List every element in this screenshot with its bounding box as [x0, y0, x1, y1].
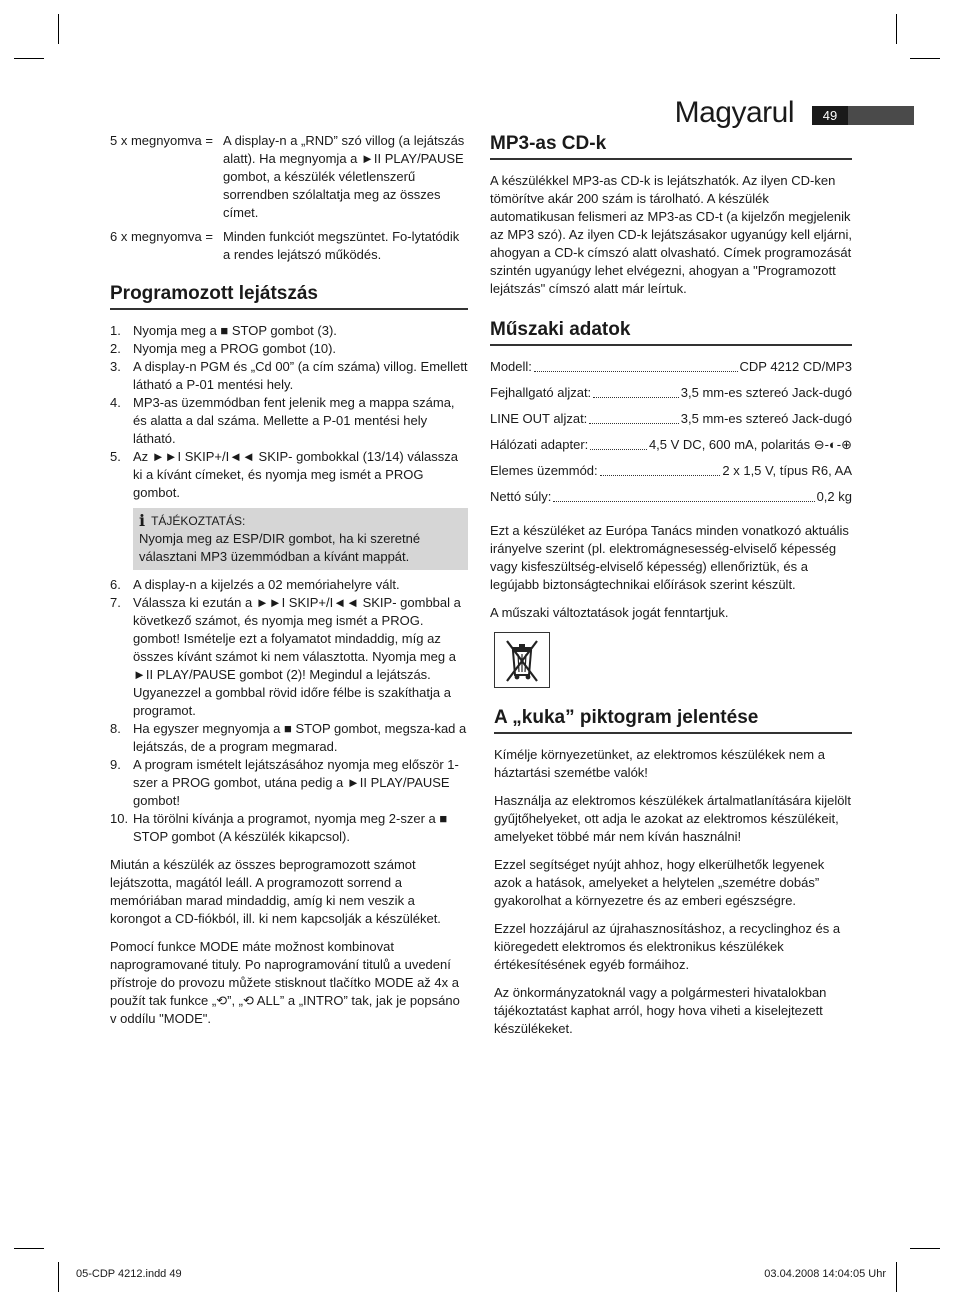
- step-number: 6.: [110, 577, 121, 592]
- paragraph: Ezzel hozzájárul az újrahasznosításhoz, a recyclinghoz és a kiöregedett elektromos és elektronikus készülékek értékesítésének egyéb formáihoz.: [494, 921, 841, 972]
- step-number: 1.: [110, 323, 121, 338]
- bin-pictogram-heading: A „kuka” piktogram jelentése: [494, 706, 852, 734]
- spec-row: [490, 358, 852, 376]
- step-number: 10.: [110, 811, 129, 826]
- spec-leader: [589, 423, 678, 424]
- spec-label: LINE OUT aljzat:: [490, 411, 588, 426]
- crop-mark: [896, 1262, 897, 1292]
- info-note: [133, 508, 468, 570]
- press-count: 6 x megnyomva =: [110, 229, 213, 244]
- bin-paragraphs: [494, 746, 852, 1038]
- step-number: 3.: [110, 359, 121, 374]
- step-text: Válassza ki ezután a ►►I SKIP+/I◄◄ SKIP- gombbal a következő számot, és nyomja meg ismét a PROG. gombot! Ismételje ezt a folyamatot mindaddig, míg az összes kívánt számot ki nem választotta. Nyomja meg a ►II PLAY/PAUSE gombot (2)! Megindul a lejátszás. Ugyanezzel a gombbal rövid időre félbe is szakíthatja a programot.: [133, 595, 461, 718]
- spec-value: 4,5 V DC, 600 mA, polaritás ⊖-◐-⊕: [648, 437, 852, 452]
- crop-mark: [14, 58, 44, 59]
- spec-label: Elemes üzemmód:: [490, 463, 598, 478]
- step-number: 7.: [110, 595, 121, 610]
- note-text: Nyomja meg az ESP/DIR gombot, ha ki szeretné választani MP3 üzemmódban a kívánt mappát.: [139, 531, 421, 564]
- step-item: [110, 448, 468, 502]
- crop-mark: [58, 1262, 59, 1292]
- page-number-bar: [812, 106, 914, 125]
- paragraph: A műszaki változtatások jogát fenntartjuk.: [490, 605, 729, 620]
- press-row: [110, 132, 468, 222]
- crop-mark: [910, 58, 940, 59]
- step-item: [110, 322, 468, 340]
- spec-label: Hálózati adapter:: [490, 437, 589, 452]
- step-text: Ha törölni kívánja a programot, nyomja meg 2-szer a ■ STOP gombot (A készülék kikapcsol).: [133, 811, 448, 844]
- spec-row: [490, 384, 852, 402]
- spec-label: Modell:: [490, 359, 532, 374]
- step-item: [110, 594, 468, 720]
- step-text: A display-n PGM és „Cd 00” (a cím száma) villog. Emellett látható a P-01 mentési hely.: [133, 359, 468, 392]
- step-item: [110, 358, 468, 394]
- step-text: A display-n a kijelzés a 02 memóriahelyre vált.: [133, 577, 400, 592]
- footer-timestamp: 03.04.2008 14:04:05 Uhr: [764, 1268, 886, 1280]
- info-note-title: [139, 512, 462, 530]
- programmed-playback-heading: Programozott lejátszás: [110, 282, 468, 310]
- step-number: 8.: [110, 721, 121, 736]
- step-item: [110, 810, 468, 846]
- spec-row: [490, 436, 852, 454]
- step-item: [110, 394, 468, 448]
- step-item: [110, 576, 468, 594]
- footer-file: 05-CDP 4212.indd 49: [76, 1268, 182, 1280]
- step-number: 5.: [110, 449, 121, 464]
- paragraph: A készülékkel MP3-as CD-k is lejátszhatók. Az ilyen CD-ken tömörítve akár 200 szám is tárolható. A készülék automatikusan felismeri az MP3-as CD-t (a kijelzőn megjelenik az MP3 szó). Az ilyen CD-k lejátszásakor ugyanúgy kell eljárni, ahogyan a CD-k címszó alatt olvasható. Címek programozását szintén ugyanúgy lehet elvégezni, ahogyan a "Programozott lejátszás" címszó alatt már leírtuk.: [490, 173, 852, 296]
- steps-list: [110, 576, 468, 846]
- step-item: [110, 720, 468, 756]
- press-description: Minden funkciót megszüntet. Fo-lytatódik a rendes lejátszó működés.: [223, 229, 460, 262]
- crop-mark: [910, 1248, 940, 1249]
- spec-value: 3,5 mm-es sztereó Jack-dugó: [680, 411, 852, 426]
- press-description: A display-n a „RND” szó villog (a lejátszás alatt). Ha megnyomja a ►II PLAY/PAUSE gombot, a készülék véletlenszerű sorrendben szólaltatja meg az összes címet.: [223, 133, 465, 220]
- step-text: A program ismételt lejátszásához nyomja meg először 1-szer a PROG gombot, utána pedig a ►II PLAY/PAUSE gombot!: [133, 757, 459, 808]
- spec-list: [490, 358, 852, 506]
- spec-value: CDP 4212 CD/MP3: [739, 359, 852, 374]
- press-row: [110, 228, 468, 264]
- paragraph: Ezzel segítséget nyújt ahhoz, hogy elkerülhetők legyenek azok a hatások, amelyeket a helytelen „szemétre dobás” gyakorolhat a környezetre és az emberi egészségre.: [494, 857, 825, 908]
- crop-mark: [14, 1248, 44, 1249]
- crop-mark: [896, 14, 897, 44]
- steps-list: [110, 322, 468, 502]
- step-text: Nyomja meg a ■ STOP gombot (3).: [133, 323, 337, 338]
- press-definitions: [110, 132, 468, 264]
- spec-row: [490, 488, 852, 506]
- spec-leader: [553, 501, 814, 502]
- paragraph: Pomocí funkce MODE máte možnost kombinovat naprogramované tituly. Po naprogramování titulů a uvedení přístroje do provozu můžete stisknout tlačítko MODE až 4x a použít tak funkce „⟲”, „⟲ ALL” a „INTRO” tak, jak je popsáno v oddílu "MODE".: [110, 939, 460, 1026]
- spec-value: 0,2 kg: [816, 489, 852, 504]
- spec-row: [490, 410, 852, 428]
- step-number: 4.: [110, 395, 121, 410]
- spec-value: 3,5 mm-es sztereó Jack-dugó: [680, 385, 852, 400]
- technical-data-heading: Műszaki adatok: [490, 318, 852, 346]
- paragraph: Kímélje környezetünket, az elektromos készülékek nem a háztartási szemétbe valók!: [494, 747, 825, 780]
- spec-leader: [593, 397, 679, 398]
- paragraph: Miután a készülék az összes beprogramozott számot lejátszotta, magától leáll. A programozott sorrend a memóriában marad mindaddig, amíg ki nem veszik a korongot a CD-fiókból, ill. ki nem kapcsolják a készüléket.: [110, 857, 441, 926]
- step-item: [110, 340, 468, 358]
- spec-label: Fejhallgató aljzat:: [490, 385, 592, 400]
- crossed-out-bin-icon: [494, 632, 550, 688]
- step-text: Nyomja meg a PROG gombot (10).: [133, 341, 337, 356]
- mp3-cd-heading: MP3-as CD-k: [490, 132, 852, 160]
- spec-leader: [534, 371, 738, 372]
- paragraph: Használja az elektromos készülékek ártalmatlanítására kijelölt gyűjtőhelyeket, ott adja le azokat az elektromos készülékeit, amelyeket többé már nem kíván használni!: [494, 793, 851, 844]
- spec-value: 2 x 1,5 V, típus R6, AA: [722, 463, 852, 478]
- spec-row: [490, 462, 852, 480]
- left-column: [110, 132, 468, 1038]
- info-icon: i: [139, 511, 146, 530]
- page-title: Magyarul: [674, 96, 794, 129]
- press-count: 5 x megnyomva =: [110, 133, 213, 148]
- step-text: MP3-as üzemmódban fent jelenik meg a mappa száma, és alatta a dal száma. Mellette a P-01 mentési hely látható.: [133, 395, 455, 446]
- step-text: Ha egyszer megnyomja a ■ STOP gombot, megsza-kad a lejátszás, de a program megmarad.: [133, 721, 467, 754]
- step-number: 9.: [110, 757, 121, 772]
- page-number: 49: [812, 106, 848, 125]
- crop-mark: [58, 14, 59, 44]
- spec-leader: [600, 475, 721, 476]
- note-title-text: TÁJÉKOZTATÁS:: [151, 514, 246, 528]
- step-text: Az ►►I SKIP+/I◄◄ SKIP- gombokkal (13/14) válassza ki a kívánt címeket, és nyomja meg ismét a PROG gombot.: [133, 449, 458, 500]
- paragraph: Az önkormányzatoknál vagy a polgármesteri hivatalokban tájékoztatást kaphat arról, hogy hova viheti a kiselejtezett készülékeket.: [494, 985, 827, 1036]
- right-column: [490, 132, 852, 1048]
- spec-label: Nettó súly:: [490, 489, 552, 504]
- step-number: 2.: [110, 341, 121, 356]
- paragraph: Ezt a készüléket az Európa Tanács minden vonatkozó aktuális irányelve szerint (pl. elektromágnesesség-elviselő képesség vagy kisfeszültség-elviselő képesség) ellenőriztük, és a legújabb biztonságtechnikai előírások szerint készült.: [490, 523, 849, 592]
- step-item: [110, 756, 468, 810]
- spec-leader: [590, 449, 647, 450]
